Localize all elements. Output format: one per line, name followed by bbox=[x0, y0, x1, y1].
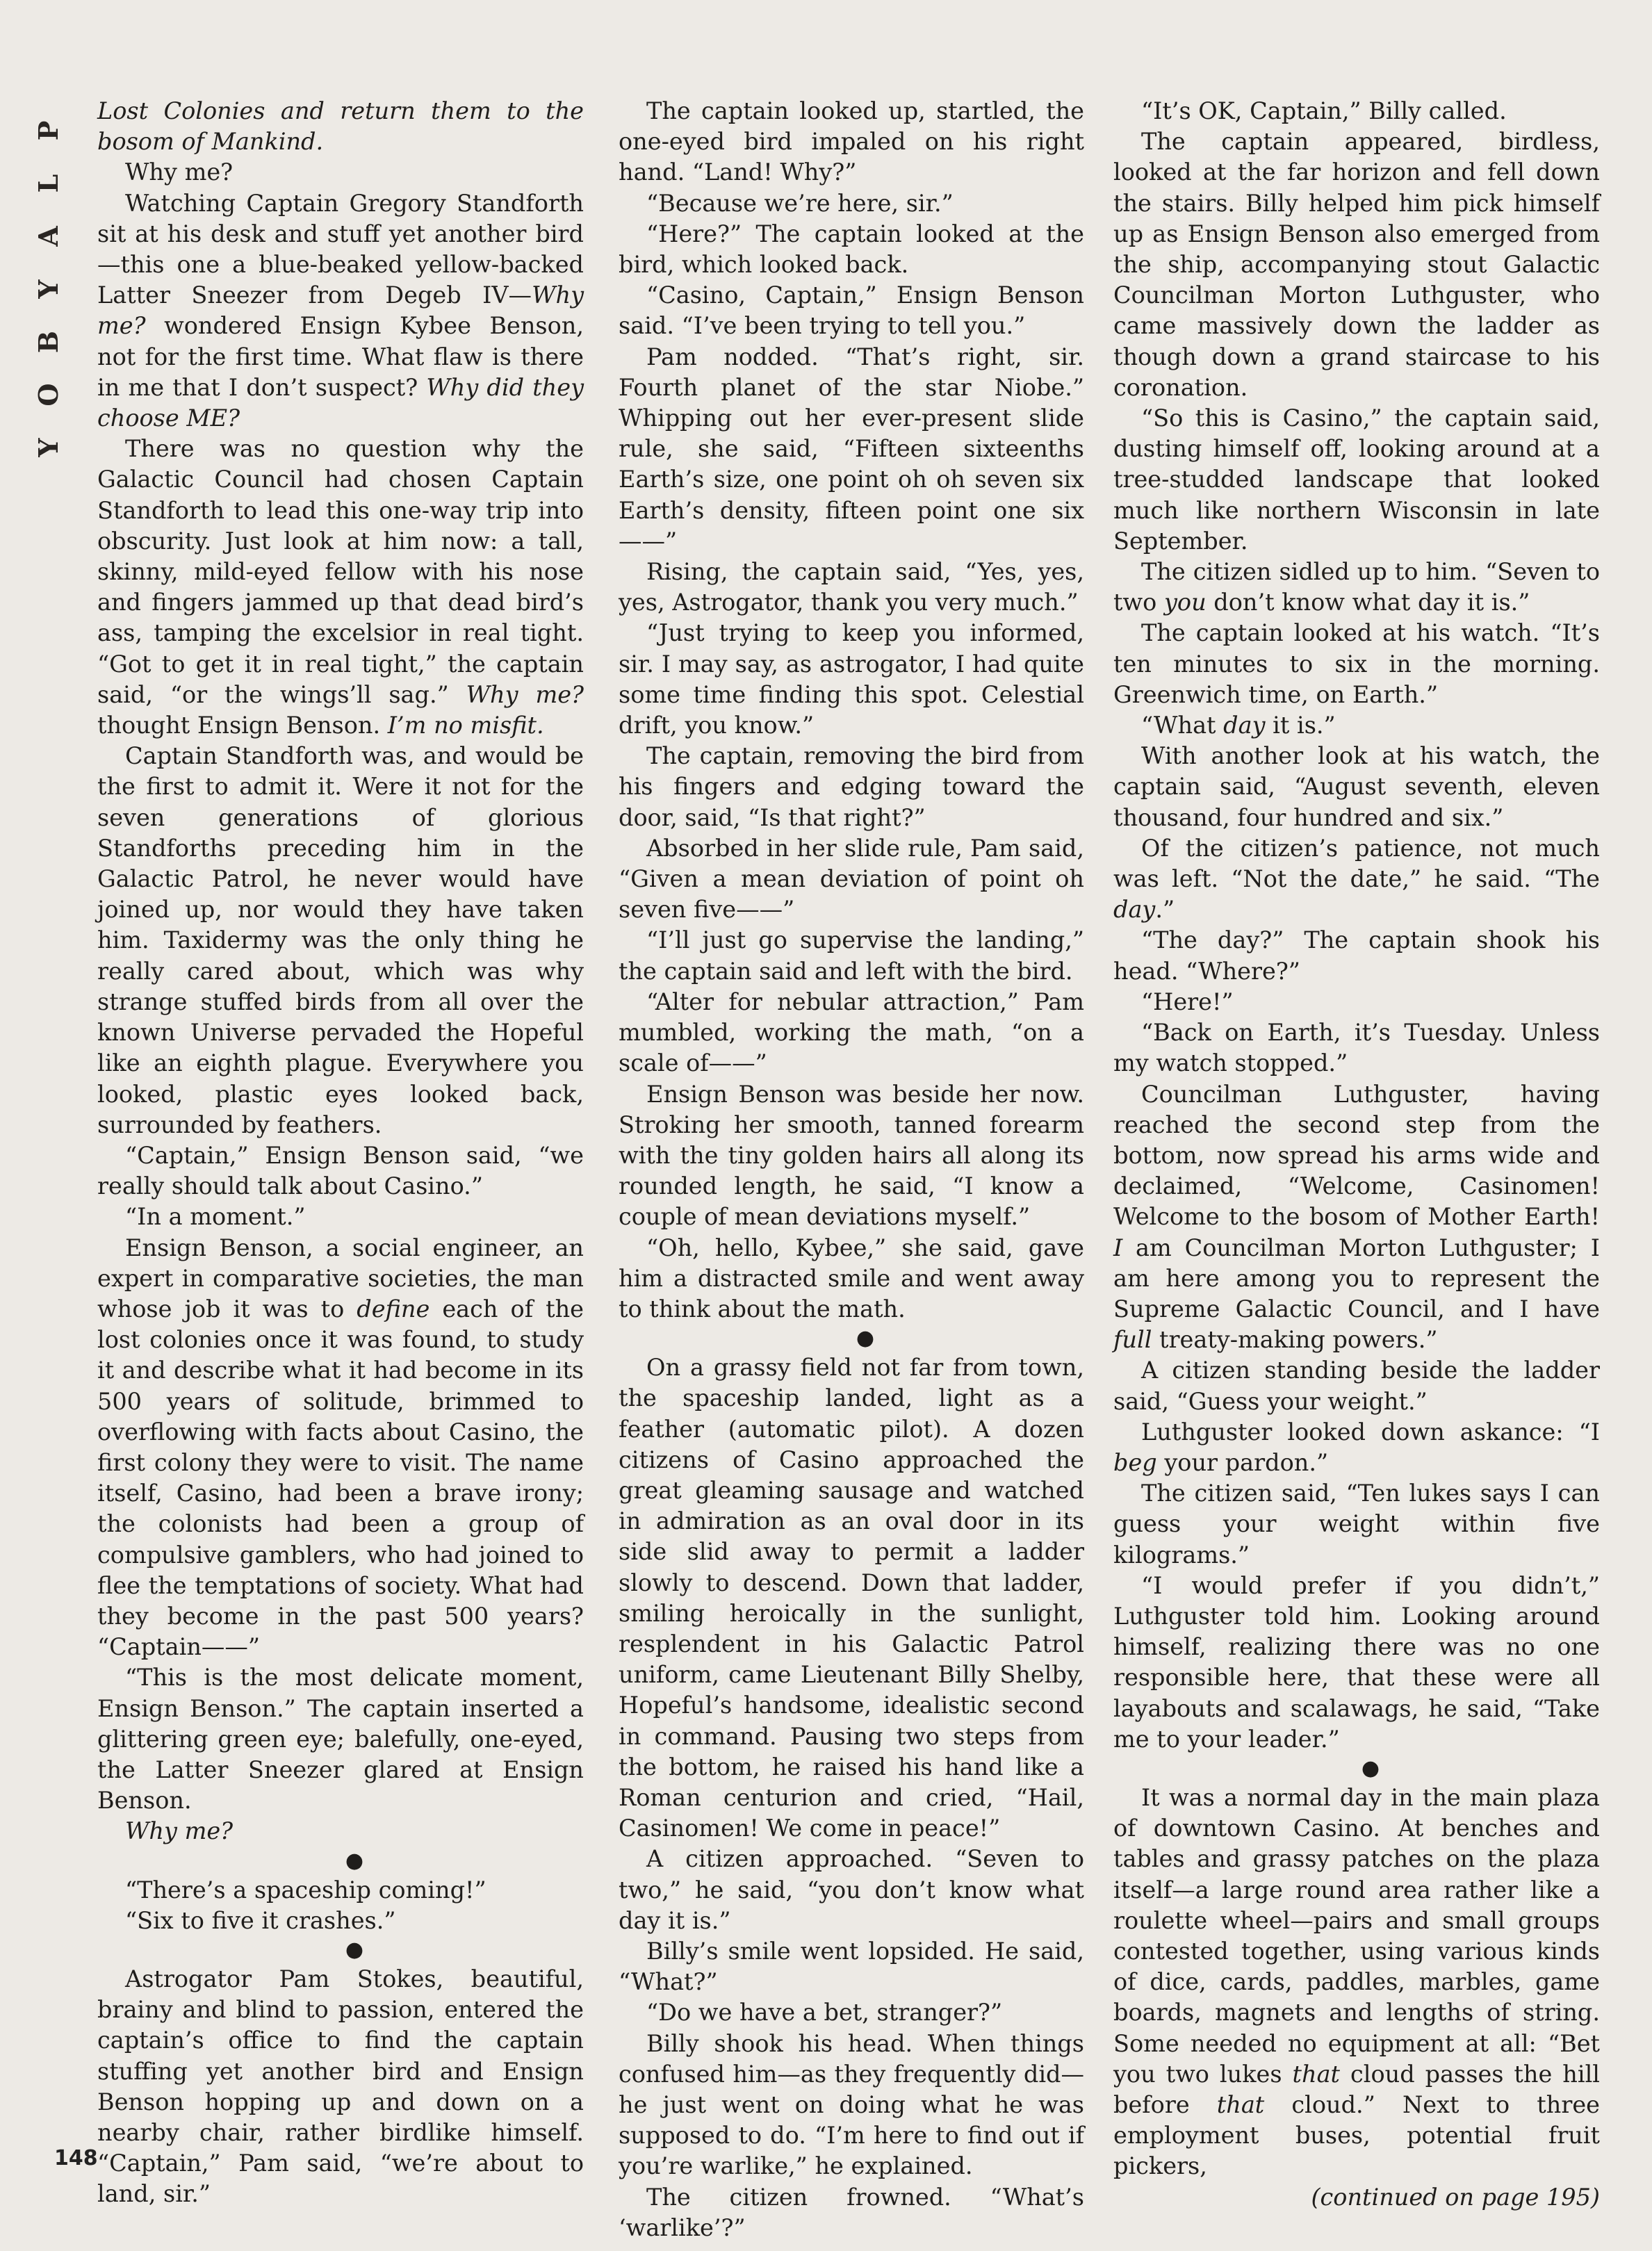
paragraph: “There’s a spaceship coming!” bbox=[125, 1876, 486, 1904]
paragraph: Why me? bbox=[125, 1817, 234, 1845]
text-column-3 bbox=[1113, 96, 1600, 2213]
magazine-title-vertical bbox=[35, 104, 63, 474]
paragraph: The captain appeared, birdless, looked at the far horizon and fell down the stairs. Billy helped him pick himself up as Ensign Benson also emerged from the ship, accompanying stout Galactic Councilman Morton Luthguster, who came massively down the ladder as though down a grand staircase to his coronation. bbox=[1113, 128, 1600, 401]
paragraph: “Casino, Captain,” Ensign Benson said. “I’ve been trying to tell you.” bbox=[619, 281, 1084, 340]
page-number: 148 bbox=[54, 2146, 98, 2170]
paragraph: Lost Colonies and return them to the bosom of Mankind. bbox=[97, 97, 584, 156]
section-break-bullet: ● bbox=[345, 1848, 364, 1873]
paragraph: Of the citizen’s patience, not much was left. “Not the date,” he said. “The day.” bbox=[1113, 834, 1600, 924]
paragraph: A citizen approached. “Seven to two,” he said, “you don’t know what day it is.” bbox=[619, 1845, 1084, 1934]
paragraph: Absorbed in her slide rule, Pam said, “Given a mean deviation of point oh seven five——” bbox=[619, 834, 1084, 924]
paragraph: It was a normal day in the main plaza of downtown Casino. At benches and tables and grassy patches on the plaza itself—a large round area rather like a roulette wheel—pairs and small groups contested together, using various kinds of dice, cards, paddles, marbles, game boards, magnets and lengths of string. Some needed no equipment at all: “Bet you two lukes that cloud passes the hill before that cloud.” Next to three employment buses, potential fruit pickers, bbox=[1113, 1783, 1600, 2180]
paragraph: Captain Standforth was, and would be the first to admit it. Were it not for the seven generations of glorious Standforths preceding him in the Galactic Patrol, he never would have joined up, nor would they have taken him. Taxidermy was the only thing he really cared about, which was why strange stuffed birds from all over the known Universe pervaded the Hopeful like an eighth plague. Everywhere you looked, plastic eyes looked back, surrounded by feathers. bbox=[97, 742, 584, 1138]
paragraph: The citizen frowned. “What’s ‘warlike’?” bbox=[619, 2183, 1084, 2241]
paragraph: “Oh, hello, Kybee,” she said, gave him a distracted smile and went away to think about the math. bbox=[619, 1234, 1084, 1323]
paragraph: Astrogator Pam Stokes, beautiful, brainy and blind to passion, entered the captain’s office to find the captain stuffing yet another bird and Ensign Benson hopping up and down on a nearby chair, rather birdlike himself. “Captain,” Pam said, “we’re about to land, sir.” bbox=[97, 1965, 584, 2208]
paragraph: Luthguster looked down askance: “I beg your pardon.” bbox=[1113, 1418, 1600, 1476]
paragraph: There was no question why the Galactic Council had chosen Captain Standforth to lead this one-way trip into obscurity. Just look at him now: a tall, skinny, mild-eyed fellow with his nose and fingers jammed up that dead bird’s ass, tamping the excelsior in real tight. “Got to get it in real tight,” the captain said, “or the wings’ll sag.” Why me? thought Ensign Benson. I’m no misfit. bbox=[97, 435, 584, 739]
paragraph: “So this is Casino,” the captain said, dusting himself off, looking around at a tree-studded landscape that looked much like northern Wisconsin in late September. bbox=[1113, 404, 1600, 555]
paragraph: “In a moment.” bbox=[125, 1203, 306, 1231]
section-break-bullet: ● bbox=[345, 1937, 364, 1962]
paragraph: “I would prefer if you didn’t,” Luthguster told him. Looking around himself, realizing there was no one responsible here, that these were all layabouts and scalawags, he said, “Take me to your leader.” bbox=[1113, 1571, 1600, 1753]
paragraph: Rising, the captain said, “Yes, yes, yes, Astrogator, thank you very much.” bbox=[619, 558, 1084, 616]
paragraph: “Do we have a bet, stranger?” bbox=[646, 1999, 1003, 2027]
title-letter: O bbox=[33, 383, 64, 407]
paragraph: “Because we’re here, sir.” bbox=[646, 189, 954, 217]
title-letter: P bbox=[33, 120, 64, 141]
paragraph: “This is the most delicate moment, Ensign Benson.” The captain inserted a glittering green eye; balefully, one-eyed, the Latter Sneezer glared at Ensign Benson. bbox=[97, 1664, 584, 1815]
paragraph: A citizen standing beside the ladder said, “Guess your weight.” bbox=[1113, 1357, 1600, 1415]
paragraph: “Alter for nebular attraction,” Pam mumbled, working the math, “on a scale of——” bbox=[619, 988, 1084, 1077]
paragraph: Billy’s smile went lopsided. He said, “What?” bbox=[619, 1937, 1084, 1996]
section-break-bullet: ● bbox=[1361, 1755, 1380, 1781]
title-letter: Y bbox=[33, 438, 64, 457]
paragraph: “Here!” bbox=[1141, 988, 1234, 1015]
paragraph: Pam nodded. “That’s right, sir. Fourth planet of the star Niobe.” Whipping out her ever-present slide rule, she said, “Fifteen sixteenths Earth’s size, one point oh oh seven six Earth’s density, fifteen point one six——” bbox=[619, 343, 1084, 555]
paragraph: “I’ll just go supervise the landing,” the captain said and left with the bird. bbox=[619, 926, 1084, 985]
paragraph: The captain, removing the bird from his fingers and edging toward the door, said, “Is that right?” bbox=[619, 742, 1084, 831]
paragraph: Ensign Benson, a social engineer, an expert in comparative societies, the man whose job it was to define each of the lost colonies once it was found, to study it and describe what it had become in its 500 years of solitude, brimmed to overflowing with facts about Casino, the first colony they were to visit. The name itself, Casino, had been a brave irony; the colonists had been a group of compulsive gamblers, who had joined to flee the temptations of society. What had they become in the past 500 years? “Captain——” bbox=[97, 1234, 584, 1661]
paragraph: Why me? bbox=[125, 158, 234, 186]
title-letter: A bbox=[33, 226, 64, 247]
paragraph: “Here?” The captain looked at the bird, which looked back. bbox=[619, 220, 1084, 279]
paragraph: “It’s OK, Captain,” Billy called. bbox=[1141, 97, 1507, 124]
paragraph: Ensign Benson was beside her now. Stroking her smooth, tanned forearm with the tiny golden hairs all along its rounded length, he said, “I know a couple of mean deviations myself.” bbox=[619, 1080, 1084, 1231]
paragraph: “Back on Earth, it’s Tuesday. Unless my watch stopped.” bbox=[1113, 1019, 1600, 1077]
paragraph: The citizen said, “Ten lukes says I can guess your weight within five kilograms.” bbox=[1113, 1480, 1600, 1569]
paragraph: The citizen sidled up to him. “Seven to two you don’t know what day it is.” bbox=[1113, 558, 1600, 616]
paragraph: “What day it is.” bbox=[1141, 712, 1336, 739]
text-column-1 bbox=[97, 96, 584, 2210]
paragraph: “Just trying to keep you informed, sir. I may say, as astrogator, I had quite some time finding this spot. Celestial drift, you know.” bbox=[619, 619, 1084, 739]
section-break-bullet: ● bbox=[856, 1326, 875, 1351]
paragraph: The captain looked at his watch. “It’s ten minutes to six in the morning. Greenwich time, on Earth.” bbox=[1113, 619, 1600, 708]
paragraph: With another look at his watch, the captain said, “August seventh, eleven thousand, four hundred and six.” bbox=[1113, 742, 1600, 831]
paragraph: Councilman Luthguster, having reached the second step from the bottom, now spread his arms wide and declaimed, “Welcome, Casinomen! Welcome to the bosom of Mother Earth! I am Councilman Morton Luthguster; I am here among you to represent the Supreme Galactic Council, and I have full treaty-making powers.” bbox=[1113, 1080, 1600, 1354]
paragraph: Billy shook his head. When things confused him—as they frequently did—he just went on doing what he was supposed to do. “I’m here to find out if you’re warlike,” he explained. bbox=[619, 2029, 1084, 2180]
paragraph: “The day?” The captain shook his head. “Where?” bbox=[1113, 926, 1600, 985]
paragraph: “Captain,” Ensign Benson said, “we really should talk about Casino.” bbox=[97, 1141, 584, 1200]
title-letter: L bbox=[33, 174, 64, 193]
paragraph: “Six to five it crashes.” bbox=[125, 1906, 396, 1934]
title-letter: Y bbox=[33, 279, 64, 299]
text-column-2 bbox=[619, 96, 1084, 2243]
paragraph: On a grassy field not far from town, the spaceship landed, light as a feather (automatic pilot). A dozen citizens of Casino approached the great gleaming sausage and watched in admiration as an oval door in its side slid away to permit a ladder slowly to descend. Down that ladder, smiling heroically in the sunlight, resplendent in his Galactic Patrol uniform, came Lieutenant Billy Shelby, Hopeful’s handsome, idealistic second in command. Pausing two steps from the bottom, he raised his hand like a Roman centurion and cried, “Hail, Casinomen! We come in peace!” bbox=[619, 1354, 1084, 1842]
paragraph: The captain looked up, startled, the one-eyed bird impaled on his right hand. “Land! Why?” bbox=[619, 97, 1084, 186]
title-letter: B bbox=[33, 330, 64, 354]
paragraph: Watching Captain Gregory Standforth sit at his desk and stuff yet another bird—this one a blue-beaked yellow-backed Latter Sneezer from Degeb IV—Why me? wondered Ensign Kybee Benson, not for the first time. What flaw is there in me that I don’t suspect? Why did they choose ME? bbox=[97, 189, 584, 432]
paragraph: (continued on page 195) bbox=[1311, 2183, 1600, 2211]
